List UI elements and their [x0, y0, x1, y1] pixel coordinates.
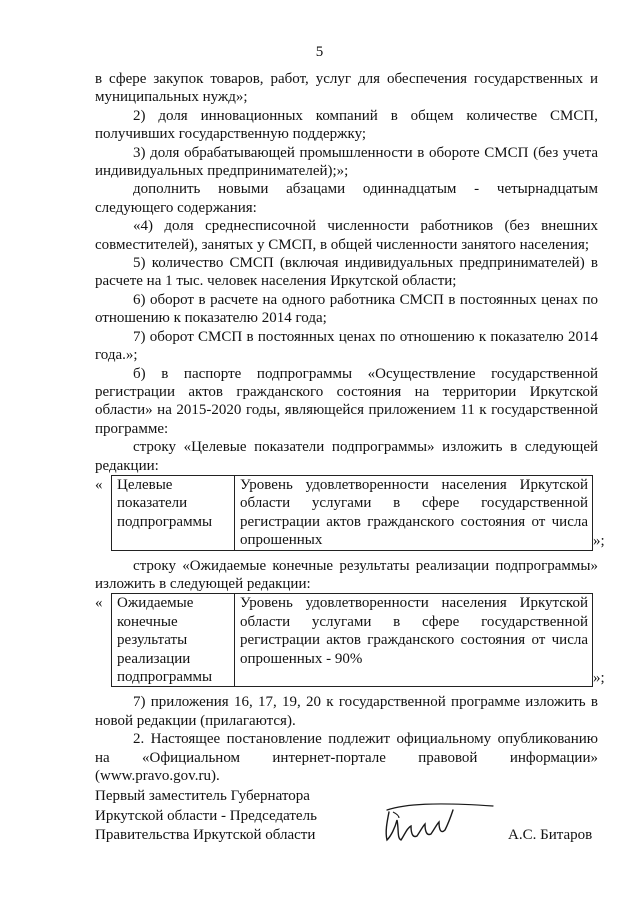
page-number: 5: [315, 44, 324, 60]
signature-block: [95, 787, 600, 846]
close-quote: »;: [593, 670, 605, 686]
close-quote: »;: [593, 533, 605, 550]
open-quote: «: [95, 595, 103, 612]
paragraph-8: 7) оборот СМСП в постоянных ценах по отношению к показателю 2014 года.»;: [95, 328, 598, 364]
table-label-cell: Ожидаемые конечные результаты реализации подпрограммы: [112, 594, 235, 687]
paragraph-13: 2. Настоящее постановление подлежит официальному опубликованию на «Официальном интернет-портале правовой информации» (www.pravo.gov.ru).: [95, 731, 598, 785]
document-body: [95, 70, 605, 785]
table-1-row: [95, 475, 605, 551]
paragraph-11: строку «Ожидаемые конечные результаты реализации подпрограммы» изложить в следующей редакции:: [95, 557, 598, 592]
signatory-name: А.С. Битаров: [508, 827, 593, 843]
table-value-cell: Уровень удовлетворенности населения Иркутской области услугами в сфере государственной регистрации актов гражданского состояния от числа опрошенных: [235, 475, 593, 550]
signatory-title-line-3: Правительства Иркутской области: [95, 827, 316, 843]
paragraph-5: «4) доля среднесписочной численности работников (без внешних совместителей), занятых у СМСП, в общей численности занятого населения;: [95, 218, 598, 253]
table-row: [112, 475, 593, 550]
target-indicators-table: [111, 475, 593, 551]
paragraph-3: 3) доля обрабатывающей промышленности в обороте СМСП (без учета индивидуальных предпринимателей);»;: [95, 144, 598, 180]
table-row: [112, 594, 593, 687]
table-2-row: [95, 593, 605, 687]
paragraph-6: 5) количество СМСП (включая индивидуальных предпринимателей) в расчете на 1 тыс. человек населения Иркутской области;: [95, 255, 598, 290]
signatory-title-line-2: Иркутской области - Председатель: [95, 807, 317, 824]
signatory-title-line-1: Первый заместитель Губернатора: [95, 788, 310, 804]
paragraph-10: строку «Целевые показатели подпрограммы» изложить в следующей редакции:: [95, 439, 598, 474]
paragraph-4: дополнить новыми абзацами одиннадцатым - четырнадцатым следующего содержания:: [95, 181, 598, 216]
paragraph-1: в сфере закупок товаров, работ, услуг для обеспечения государственных и муниципальных нужд»;: [95, 71, 598, 106]
handwritten-signature: [375, 790, 495, 850]
open-quote: «: [95, 476, 103, 493]
table-label-cell: Целевые показатели подпрограммы: [112, 475, 235, 550]
table-value-cell: Уровень удовлетворенности населения Иркутской области услугами в сфере государственной регистрации актов гражданского состояния от числа опрошенных - 90%: [235, 594, 593, 687]
paragraph-12: 7) приложения 16, 17, 19, 20 к государственной программе изложить в новой редакции (прилагаются).: [95, 694, 598, 729]
paragraph-9: б) в паспорте подпрограммы «Осуществление государственной регистрации актов гражданского состояния на территории Иркутской области» на 2015-2020 годы, являющейся приложением 11 к государственной программе:: [95, 365, 598, 437]
paragraph-7: 6) оборот в расчете на одного работника СМСП в постоянных ценах по отношению к показателю 2014 года;: [95, 291, 598, 327]
expected-results-table: [111, 593, 593, 687]
paragraph-2: 2) доля инновационных компаний в общем количестве СМСП, получивших государственную поддержку;: [95, 107, 598, 143]
